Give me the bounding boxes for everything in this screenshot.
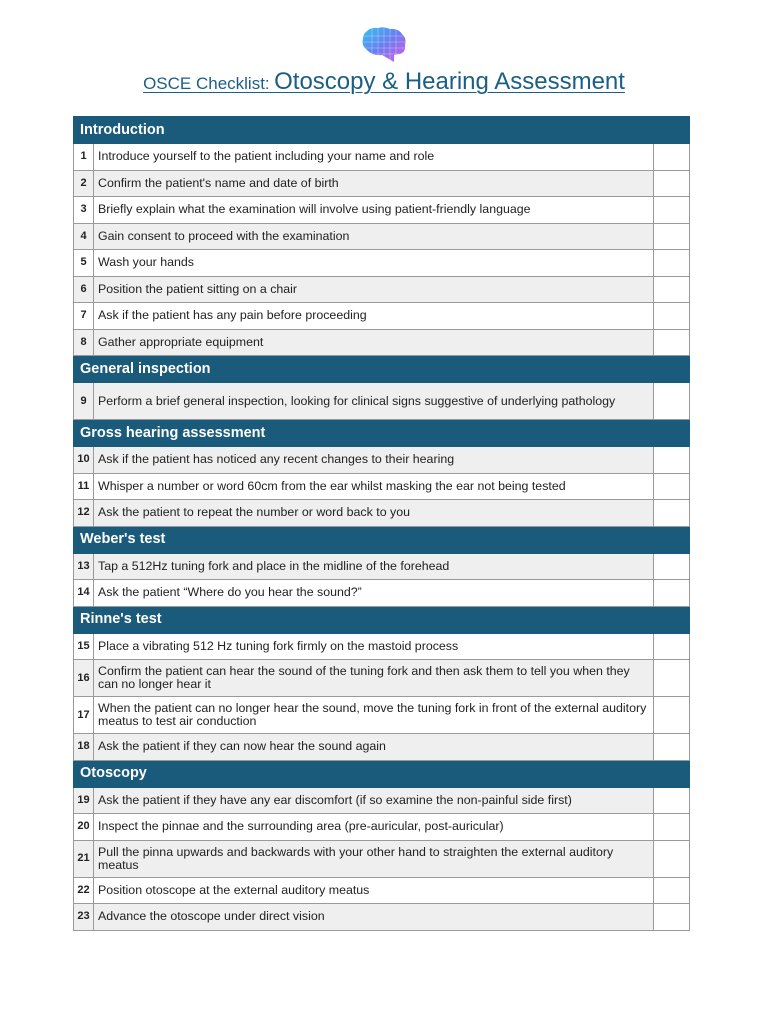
checklist-row [74,447,690,474]
item-text: Gain consent to proceed with the examination [94,223,654,250]
section-title: Gross hearing assessment [74,420,690,447]
checklist-row [74,223,690,250]
checklist-row [74,144,690,171]
item-number: 2 [74,170,94,197]
checkbox-cell[interactable] [653,197,689,224]
checklist-row [74,553,690,580]
checklist-row [74,633,690,660]
checklist-row [74,329,690,356]
checkbox-cell[interactable] [653,660,689,697]
checklist-row [74,840,690,877]
item-text: Briefly explain what the examination will involve using patient-friendly language [94,197,654,224]
item-number: 15 [74,633,94,660]
checklist-row [74,904,690,931]
item-text: Inspect the pinnae and the surrounding area (pre-auricular, post-auricular) [94,814,654,841]
checklist-row [74,877,690,904]
item-number: 22 [74,877,94,904]
item-text: Gather appropriate equipment [94,329,654,356]
checkbox-cell[interactable] [653,473,689,500]
checkbox-cell[interactable] [653,734,689,761]
checklist-row [74,660,690,697]
checkbox-cell[interactable] [653,447,689,474]
checkbox-cell[interactable] [653,814,689,841]
checkbox-cell[interactable] [653,904,689,931]
checkbox-cell[interactable] [653,223,689,250]
checklist-row [74,250,690,277]
checklist-row [74,303,690,330]
checkbox-cell[interactable] [653,303,689,330]
brain-icon [360,26,408,64]
item-number: 19 [74,787,94,814]
checklist-row [74,787,690,814]
section-header [74,606,690,633]
checklist-row [74,473,690,500]
item-number: 4 [74,223,94,250]
item-number: 18 [74,734,94,761]
item-text: Position the patient sitting on a chair [94,276,654,303]
item-text: Ask the patient to repeat the number or word back to you [94,500,654,527]
checklist-row [74,276,690,303]
title-main: Otoscopy & Hearing Assessment [274,68,625,95]
item-text: Ask if the patient has noticed any recent changes to their hearing [94,447,654,474]
checkbox-cell[interactable] [653,787,689,814]
item-number: 6 [74,276,94,303]
page-title [0,68,768,96]
item-number: 14 [74,580,94,607]
section-header [74,760,690,787]
item-number: 17 [74,697,94,734]
item-text: Ask if the patient has any pain before proceeding [94,303,654,330]
section-title: Introduction [74,117,690,144]
item-number: 9 [74,383,94,420]
item-number: 13 [74,553,94,580]
item-number: 7 [74,303,94,330]
checkbox-cell[interactable] [653,170,689,197]
checkbox-cell[interactable] [653,877,689,904]
item-number: 5 [74,250,94,277]
checkbox-cell[interactable] [653,553,689,580]
item-text: Position otoscope at the external auditory meatus [94,877,654,904]
checklist-row [74,500,690,527]
item-text: Introduce yourself to the patient including your name and role [94,144,654,171]
title-prefix: OSCE Checklist: [143,74,270,93]
item-text: Tap a 512Hz tuning fork and place in the midline of the forehead [94,553,654,580]
item-text: Wash your hands [94,250,654,277]
item-number: 23 [74,904,94,931]
item-number: 21 [74,840,94,877]
checkbox-cell[interactable] [653,250,689,277]
item-text: Pull the pinna upwards and backwards with your other hand to straighten the external auditory meatus [94,840,654,877]
section-header [74,356,690,383]
checkbox-cell[interactable] [653,840,689,877]
item-text: Ask the patient “Where do you hear the sound?” [94,580,654,607]
checklist-table [73,116,690,931]
item-number: 20 [74,814,94,841]
checkbox-cell[interactable] [653,500,689,527]
item-text: Ask the patient if they have any ear discomfort (if so examine the non-painful side first) [94,787,654,814]
checklist-row [74,814,690,841]
checklist-row [74,197,690,224]
section-header [74,526,690,553]
item-text: Advance the otoscope under direct vision [94,904,654,931]
checkbox-cell[interactable] [653,383,689,420]
section-title: Rinne's test [74,606,690,633]
section-header [74,420,690,447]
checklist-row [74,383,690,420]
item-text: Whisper a number or word 60cm from the ear whilst masking the ear not being tested [94,473,654,500]
item-number: 11 [74,473,94,500]
checkbox-cell[interactable] [653,144,689,171]
item-number: 1 [74,144,94,171]
item-number: 16 [74,660,94,697]
item-number: 3 [74,197,94,224]
item-text: Confirm the patient can hear the sound of the tuning fork and then ask them to tell you when they can no longer hear it [94,660,654,697]
section-title: Otoscopy [74,760,690,787]
checklist-row [74,170,690,197]
section-title: Weber's test [74,526,690,553]
item-text: Confirm the patient's name and date of birth [94,170,654,197]
checkbox-cell[interactable] [653,697,689,734]
checklist-row [74,697,690,734]
item-text: Perform a brief general inspection, looking for clinical signs suggestive of underlying pathology [94,383,654,420]
item-number: 10 [74,447,94,474]
checklist-row [74,580,690,607]
checkbox-cell[interactable] [653,329,689,356]
item-text: Place a vibrating 512 Hz tuning fork firmly on the mastoid process [94,633,654,660]
checkbox-cell[interactable] [653,580,689,607]
checkbox-cell[interactable] [653,633,689,660]
checklist-row [74,734,690,761]
item-text: When the patient can no longer hear the sound, move the tuning fork in front of the external auditory meatus to test air conduction [94,697,654,734]
item-number: 8 [74,329,94,356]
section-title: General inspection [74,356,690,383]
item-number: 12 [74,500,94,527]
item-text: Ask the patient if they can now hear the sound again [94,734,654,761]
checkbox-cell[interactable] [653,276,689,303]
section-header [74,117,690,144]
